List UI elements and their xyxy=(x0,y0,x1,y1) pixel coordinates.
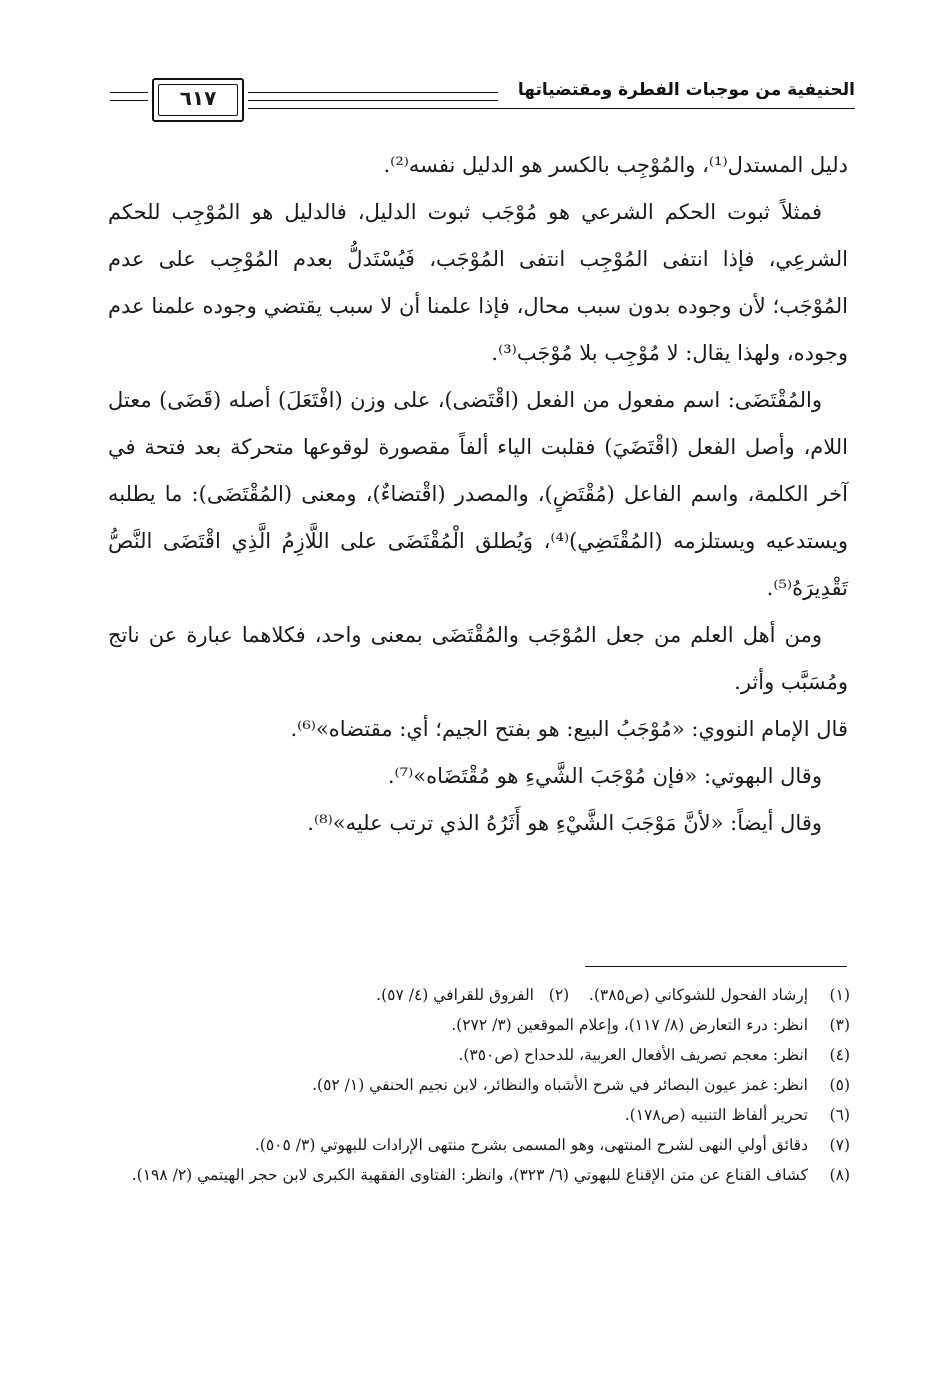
paragraph: قال الإمام النووي: «مُوْجَبُ البيع: هو بفتح الجيم؛ أي: مقتضاه»⁽⁶⁾. xyxy=(290,717,848,741)
paragraph: دليل المستدل⁽¹⁾، والمُوْجِب بالكسر هو الدليل نفسه⁽²⁾. xyxy=(383,153,848,177)
paragraph: فمثلاً ثبوت الحكم الشرعي هو مُوْجَب ثبوت الدليل، فالدليل هو المُوْجِب للحكم الشرعِي، فإذا انتفى المُوْجِب انتفى المُوْجَب، فَيُسْتَدلُّ بعدم المُوْجِب على عدم المُوْجَب؛ لأن وجوده بدون سبب محال، فإذا علمنا أن لا سبب يقتضي وجوده علمنا عدم وجوده، ولهذا يقال: لا مُوْجِب بلا مُوْجَب⁽³⁾. xyxy=(108,200,848,365)
footnote-separator xyxy=(585,966,847,967)
footnote-number: (٣) xyxy=(829,1016,850,1034)
footnote-text: تحرير ألفاظ التنبيه (ص١٧٨). xyxy=(624,1106,808,1124)
footnote xyxy=(105,1160,850,1190)
main-text xyxy=(108,142,848,847)
footnote xyxy=(105,1040,850,1070)
footnote xyxy=(105,1100,850,1130)
running-title: الحنيفية من موجبات الفطرة ومقتضياتها xyxy=(517,80,855,100)
page-header xyxy=(110,78,855,122)
header-rule-middle-top xyxy=(248,92,498,93)
page-number-frame xyxy=(152,78,244,122)
footnote-text: انظر: معجم تصريف الأفعال العربية، للدحداح (ص٣٥٠). xyxy=(458,1046,808,1064)
footnote-number: (٥) xyxy=(829,1076,850,1094)
footnote-number: (٦) xyxy=(829,1106,850,1124)
paragraph: والمُقْتَضَى: اسم مفعول من الفعل (اقْتَضى)، على وزن (افْتَعَلَ) أصله (قَضَى) معتل اللام، وأصل الفعل (اقْتَضَيَ) فقلبت الياء ألفاً مقصورة لوقوعها متحركة بعد فتحة في آخر الكلمة، واسم الفاعل (مُقْتَضٍ)، والمصدر (اقْتضاءٌ)، ومعنى (المُقْتَضَى): ما يطلبه ويستدعيه ويستلزمه (المُقْتَضِي)⁽⁴⁾، وَيُطلق الْمُقْتَضَى على اللَّازِمُ الَّذِي اقْتَضَى النَّصُّ تَقْدِيرَهُ⁽⁵⁾. xyxy=(108,388,848,600)
footnote-text: كشاف القناع عن متن الإقناع للبهوتي (٦/ ٣٢٣)، وانظر: الفتاوى الفقهية الكبرى لابن حجر الهيتمي (٢/ ١٩٨). xyxy=(131,1166,808,1184)
footnote-number: (٨) xyxy=(829,1166,850,1184)
footnote-number: (١) xyxy=(829,986,850,1004)
footnote xyxy=(105,1010,850,1040)
footnote xyxy=(105,1070,850,1100)
footnote-number: (٤) xyxy=(829,1046,850,1064)
footnote xyxy=(105,1130,850,1160)
header-rule-left-top xyxy=(110,92,148,93)
footnotes xyxy=(105,980,850,1190)
footnote-number: (٧) xyxy=(829,1136,850,1154)
paragraph: وقال أيضاً: «لأنَّ مَوْجَبَ الشَّيْءِ هو أَثَرُهُ الذي ترتب عليه»⁽⁸⁾. xyxy=(307,811,822,835)
header-rule-middle-bottom xyxy=(248,100,498,101)
footnote xyxy=(105,980,850,1010)
footnote-text: انظر: غمز عيون البصائر في شرح الأشباه والنظائر، لابن نجيم الحنفي (١/ ٥٢). xyxy=(312,1076,808,1094)
footnote-text: انظر: درء التعارض (٨/ ١١٧)، وإعلام الموقعين (٣/ ٢٧٢). xyxy=(451,1016,808,1034)
footnote-text: إرشاد الفحول للشوكاني (ص٣٨٥). (٢) الفروق للقرافي (٤/ ٥٧). xyxy=(376,986,808,1004)
paragraph: وقال البهوتي: «فإن مُوْجَبَ الشَّيءِ هو مُقْتَضَاه»⁽⁷⁾. xyxy=(387,764,822,788)
header-rule-under-title xyxy=(248,108,855,109)
header-rule-left-bottom xyxy=(110,100,148,101)
paragraph: ومن أهل العلم من جعل المُوْجَب والمُقْتَضَى بمعنى واحد، فكلاهما عبارة عن ناتج ومُسَبَّب وأثر. xyxy=(108,623,848,694)
page-number: ٦١٧ xyxy=(179,86,217,110)
footnote-text: دقائق أولي النهى لشرح المنتهى، وهو المسمى بشرح منتهى الإرادات للبهوتي (٣/ ٥٠٥). xyxy=(254,1136,808,1154)
